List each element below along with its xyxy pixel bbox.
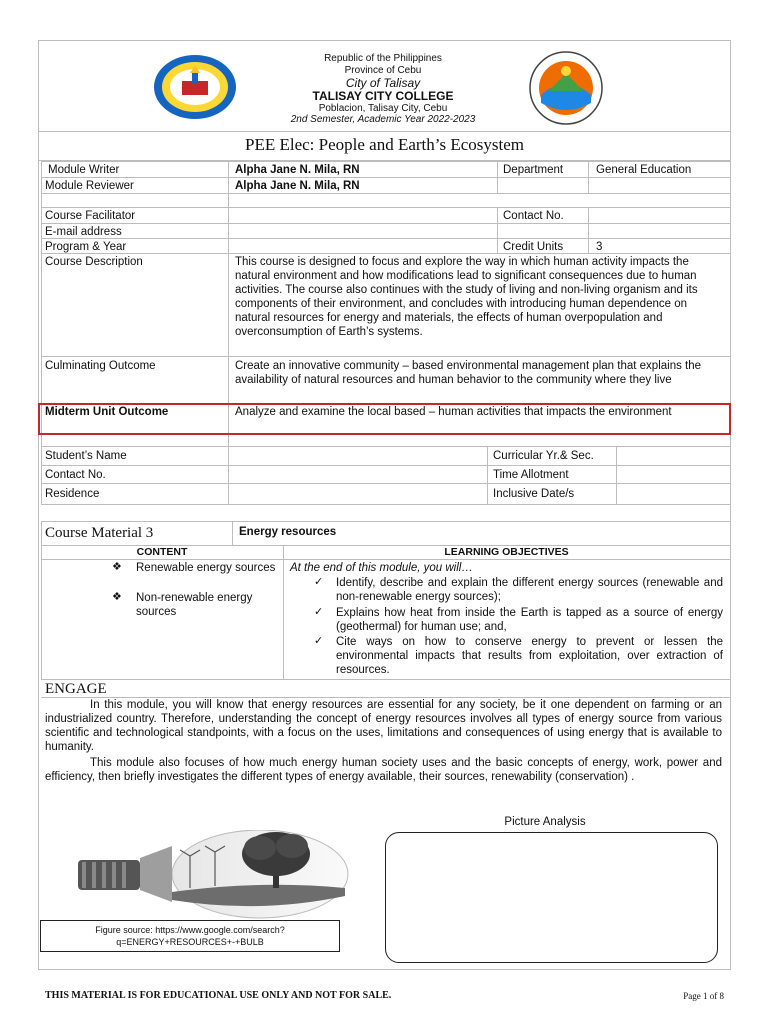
checkmark-icon: ✓ (314, 606, 324, 618)
objective-item: Identify, describe and explain the different energy sources (renewable and non-renewable energy sources); (336, 577, 723, 603)
description-text: This course is designed to focus and explore the way in which human activity impacts the natural environment and how modifications lead to significant consequences due to human activities. The course also continues with the study of living and non-living organism and its components of their environment, and concludes with introducing human dependence on natural resources for energy and materials, the effects of human overpopulation and overconsumption of Earth’s systems. (235, 256, 698, 338)
credit-label: Credit Units (503, 241, 564, 253)
student-contact-label: Contact No. (45, 469, 106, 481)
college-logo (152, 53, 238, 121)
diamond-bullet-icon: ❖ (112, 561, 122, 573)
diamond-bullet-icon: ❖ (112, 591, 122, 603)
checkmark-icon: ✓ (314, 576, 324, 588)
midterm-label: Midterm Unit Outcome (45, 406, 169, 418)
department-value: General Education (596, 164, 692, 176)
footer-notice: THIS MATERIAL IS FOR EDUCATIONAL USE ONLY AND NOT FOR SALE. (45, 990, 392, 1001)
engage-heading: ENGAGE (45, 681, 107, 697)
residence-label: Residence (45, 488, 100, 500)
inclusive-dates-label: Inclusive Date/s (493, 488, 575, 500)
time-allotment-label: Time Allotment (493, 469, 569, 481)
module-writer-label: Module Writer (48, 164, 120, 176)
module-reviewer-label: Module Reviewer (45, 180, 134, 192)
header-college: TALISAY CITY COLLEGE (312, 89, 454, 103)
curricular-label: Curricular Yr.& Sec. (493, 450, 594, 462)
module-writer-value: Alpha Jane N. Mila, RN (235, 164, 360, 176)
engage-paragraph-2: This module also focuses of how much energy human society uses and the basic concepts of energy, work, power and efficiency, then briefly investigates the different types of energy available, their sources, renewability (conservation) . (45, 757, 722, 783)
city-seal (527, 51, 605, 125)
checkmark-icon: ✓ (314, 635, 324, 647)
figure-source-box (40, 920, 340, 952)
header-address: Poblacion, Talisay City, Cebu (318, 103, 448, 114)
course-material-topic: Energy resources (239, 526, 337, 538)
page-number: Page 1 of 8 (683, 991, 724, 1001)
header-province: Province of Cebu (344, 65, 422, 76)
picture-analysis-label: Picture Analysis (504, 816, 586, 828)
midterm-text: Analyze and examine the local based – human activities that impacts the environment (235, 406, 672, 418)
description-label: Course Description (45, 256, 143, 268)
header-semester: 2nd Semester, Academic Year 2022-2023 (290, 114, 476, 125)
course-material-label: Course Material 3 (45, 525, 154, 541)
divider (38, 131, 731, 132)
program-label: Program & Year (45, 241, 127, 253)
content-item: Non-renewable energy sources (136, 592, 253, 618)
contact-label: Contact No. (503, 210, 564, 222)
content-item: Renewable energy sources (136, 562, 276, 574)
header-republic: Republic of the Philippines (324, 53, 442, 64)
header-city: City of Talisay (345, 76, 421, 90)
objective-item: Cite ways on how to conserve energy to prevent or lessen the environmental impacts that results from exploitation, over extraction of resources. (336, 636, 723, 676)
lightbulb-landscape-image (70, 830, 350, 922)
page-title: PEE Elec: People and Earth’s Ecosystem (244, 135, 524, 154)
facilitator-label: Course Facilitator (45, 210, 136, 222)
credit-value: 3 (596, 241, 603, 253)
department-label: Department (503, 164, 564, 176)
content-header: CONTENT (136, 546, 188, 558)
figure-source-line-2: q=ENERGY+RESOURCES+-+BULB (116, 937, 264, 947)
email-label: E-mail address (45, 226, 122, 238)
student-name-label: Student’s Name (45, 450, 127, 462)
culminating-label: Culminating Outcome (45, 360, 156, 372)
picture-analysis-answer-box[interactable] (385, 832, 718, 963)
objectives-intro: At the end of this module, you will… (290, 562, 473, 574)
culminating-text: Create an innovative community – based environmental management plan that explains the availability of natural resources and human behavior to the community where they live (235, 360, 702, 386)
module-reviewer-value: Alpha Jane N. Mila, RN (235, 180, 360, 192)
objectives-header: LEARNING OBJECTIVES (444, 546, 569, 558)
figure-source-line-1: Figure source: https://www.google.com/search? (95, 925, 285, 935)
objective-item: Explains how heat from inside the Earth is tapped as a source of energy (geothermal) for human use; and, (336, 607, 723, 633)
engage-paragraph-1: In this module, you will know that energy resources are essential for any society, be it one dependent on farming or an industrialized country. Therefore, understanding the concept of energy resources involves all types of energy source from various scientific and technological standpoints, with a focus on the uses, limitations and consequences of using energy that is available to humanity. (45, 699, 722, 753)
midterm-highlight (38, 403, 731, 435)
